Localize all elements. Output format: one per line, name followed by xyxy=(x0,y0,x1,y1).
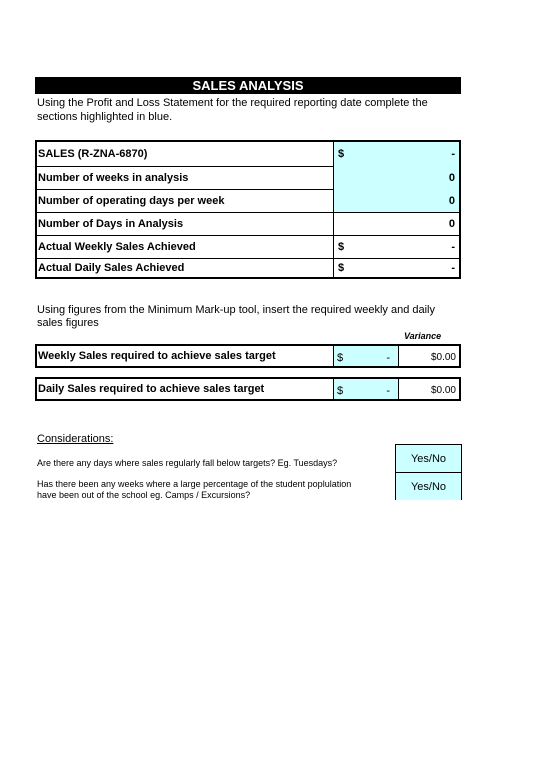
row-label: Actual Daily Sales Achieved xyxy=(38,261,185,274)
instructions-text: Using the Profit and Loss Statement for the required reporting date complete the sections highlighted in blue. xyxy=(37,97,428,123)
weekly-variance-value: $0.00 xyxy=(430,352,456,363)
currency-symbol: $ xyxy=(337,352,344,364)
table-row-days-in-analysis xyxy=(37,212,459,236)
table-row-weekly-actual xyxy=(37,235,459,259)
currency-symbol: $ xyxy=(338,148,345,160)
cell-value: 0 xyxy=(448,171,455,184)
weekly-required-row xyxy=(35,344,461,368)
table-row-operating-days xyxy=(37,189,459,213)
cell-value: - xyxy=(451,148,455,160)
row-label: Number of Days in Analysis xyxy=(38,217,184,230)
table-row-daily-actual xyxy=(37,258,459,277)
variance-header: Variance xyxy=(404,331,442,341)
cell-value: 0 xyxy=(448,217,455,230)
sales-summary-table xyxy=(35,140,461,279)
question-low-sales-days: Are there any days where sales regularly fall below targets? Eg. Tuesdays? xyxy=(37,458,338,468)
row-label: Actual Weekly Sales Achieved xyxy=(38,240,196,253)
operating-days-input[interactable] xyxy=(333,189,459,212)
weeks-input[interactable] xyxy=(333,166,459,189)
answers-box xyxy=(395,444,462,500)
daily-variance-value: $0.00 xyxy=(430,385,456,396)
days-in-analysis-value xyxy=(333,212,459,235)
sales-input[interactable] xyxy=(333,142,459,166)
row-label: Weekly Sales required to achieve sales target xyxy=(38,350,276,362)
mark-up-instructions: Using figures from the Minimum Mark-up tool, insert the required weekly and daily sales figures xyxy=(37,304,435,329)
question-student-absence-line2: have been out of the school eg. Camps / Excursions? xyxy=(37,490,251,500)
cell-value: - xyxy=(386,385,390,397)
answer-low-sales-days[interactable]: Yes/No xyxy=(396,445,461,473)
page-title: SALES ANALYSIS xyxy=(35,77,461,94)
daily-required-input[interactable] xyxy=(333,379,399,399)
currency-symbol: $ xyxy=(338,240,345,253)
answer-student-absence[interactable]: Yes/No xyxy=(396,473,461,500)
cell-value: - xyxy=(451,261,455,274)
question-student-absence-line1: Has there been any weeks where a large percentage of the student poplulation xyxy=(37,479,352,489)
row-label: SALES (R-ZNA-6870) xyxy=(38,148,148,160)
daily-required-row xyxy=(35,377,461,401)
weekly-actual-value xyxy=(333,235,459,258)
row-label: Number of weeks in analysis xyxy=(38,171,189,184)
cell-value: 0 xyxy=(448,194,455,207)
table-row-weeks xyxy=(37,166,459,190)
row-label: Number of operating days per week xyxy=(38,194,225,207)
table-row-sales xyxy=(37,142,459,167)
cell-value: - xyxy=(451,240,455,253)
cell-value: - xyxy=(386,352,390,364)
currency-symbol: $ xyxy=(337,385,344,397)
daily-actual-value xyxy=(333,258,459,277)
row-label: Daily Sales required to achieve sales target xyxy=(38,383,265,395)
weekly-required-input[interactable] xyxy=(333,346,399,366)
considerations-heading: Considerations: xyxy=(37,433,114,445)
currency-symbol: $ xyxy=(338,261,345,274)
